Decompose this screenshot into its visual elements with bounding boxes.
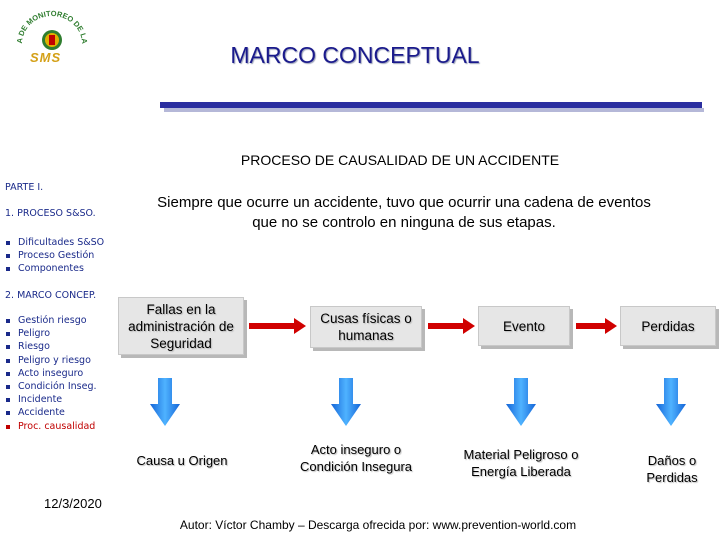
- bullet-icon: [6, 241, 10, 245]
- arrow-right-icon: [463, 318, 475, 334]
- sidebar-item[interactable]: Gestión riesgo: [5, 314, 97, 327]
- sidebar-item[interactable]: Accidente: [5, 406, 97, 419]
- sidebar-section-2[interactable]: 2. MARCO CONCEP.: [5, 290, 97, 301]
- arrow-right-shaft-2: [428, 323, 464, 329]
- bullet-icon: [6, 398, 10, 402]
- bullet-icon: [6, 319, 10, 323]
- title-bar-shadow: [164, 108, 704, 112]
- sidebar-item[interactable]: Componentes: [5, 262, 104, 275]
- footer-credit: Autor: Víctor Chamby – Descarga ofrecida por: www.prevention-world.com: [179, 518, 577, 532]
- chain-result-3: Material Peligroso o Energía Liberada: [463, 447, 579, 479]
- bullet-icon: [6, 345, 10, 349]
- chain-result-1: Causa u Origen: [136, 453, 228, 468]
- sidebar-item[interactable]: Proceso Gestión: [5, 249, 104, 262]
- sidebar-item[interactable]: Peligro y riesgo: [5, 354, 97, 367]
- arrow-down-icon: [506, 378, 536, 428]
- arrow-right-shaft-3: [576, 323, 606, 329]
- sidebar-item[interactable]: Incidente: [5, 393, 97, 406]
- arrow-down-icon: [656, 378, 686, 428]
- arrow-right-shaft-1: [249, 323, 295, 329]
- slide-date: 12/3/2020: [44, 496, 102, 511]
- bullet-icon: [6, 359, 10, 363]
- chain-box-3: Evento: [478, 306, 570, 346]
- logo-arc-text: A DE MONITOREO DE LA: [14, 8, 90, 44]
- bullet-icon: [6, 267, 10, 271]
- sidebar-item[interactable]: Condición Inseg.: [5, 380, 97, 393]
- arrow-right-icon: [605, 318, 617, 334]
- bullet-icon: [6, 425, 10, 429]
- sidebar-section-1-list: [5, 236, 104, 276]
- sidebar-item[interactable]: Dificultades S&SO: [5, 236, 104, 249]
- bullet-icon: [6, 411, 10, 415]
- sidebar-item[interactable]: Acto inseguro: [5, 367, 97, 380]
- chain-box-4: Perdidas: [620, 306, 716, 346]
- chain-box-1: Fallas en la administración de Seguridad: [118, 297, 244, 355]
- arrow-down-icon: [331, 378, 361, 428]
- chain-result-2: Acto inseguro o Condición Insegura: [299, 442, 413, 474]
- sidebar-section-2-list: [5, 314, 97, 433]
- intro-text: Siempre que ocurre un accidente, tuvo que ocurrir una cadena de eventos que no se controlo en ninguna de sus etapas.: [157, 194, 651, 231]
- sidebar-item[interactable]: Peligro: [5, 327, 97, 340]
- page-subtitle: PROCESO DE CAUSALIDAD DE UN ACCIDENTE: [240, 152, 560, 168]
- chain-result-4: Daños o Perdidas: [646, 453, 698, 485]
- logo-initials: SMS: [30, 50, 62, 65]
- bullet-icon: [6, 385, 10, 389]
- chain-box-2: Cusas físicas o humanas: [310, 306, 422, 348]
- page-title: MARCO CONCEPTUAL: [230, 42, 480, 68]
- arrow-down-icon: [150, 378, 180, 428]
- bullet-icon: [6, 254, 10, 258]
- sidebar-item[interactable]: Riesgo: [5, 340, 97, 353]
- bullet-icon: [6, 372, 10, 376]
- sidebar-part-heading: PARTE I.: [5, 182, 44, 193]
- sidebar-section-1[interactable]: 1. PROCESO S&SO.: [5, 208, 96, 219]
- arrow-right-icon: [294, 318, 306, 334]
- title-underline-bar: [160, 102, 702, 108]
- bullet-icon: [6, 332, 10, 336]
- sidebar-item-active[interactable]: Proc. causalidad: [5, 420, 97, 433]
